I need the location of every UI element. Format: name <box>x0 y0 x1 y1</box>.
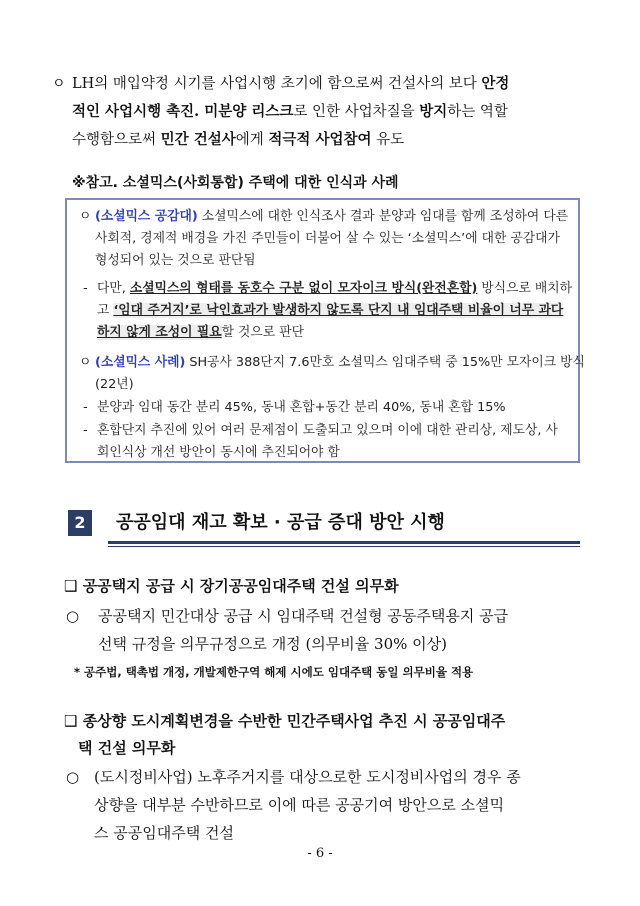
circle-bullet: ○ <box>66 768 80 786</box>
section-number-badge: 2 <box>68 510 92 536</box>
reference-box <box>65 198 585 463</box>
section-rule-thin <box>108 546 580 547</box>
bullet-marker: ㅇ <box>79 209 92 224</box>
checkbox-icon: ❑ <box>64 712 78 730</box>
intro-line-3: 수행함으로써 민간 건설사에게 적극적 사업참여 유도 <box>72 131 405 148</box>
section-title: 공공임대 재고 확보 · 공급 증대 방안 시행 <box>116 512 445 533</box>
intro-paragraph <box>52 70 592 154</box>
policy-block-urban-plan: ❑ 종상향 도시계획변경을 수반한 민간주택사업 추진 시 공공임대주 택 건설 의무화 ○ (도시정비사업) 노후주거지를 대상으로한 도시정비사업의 경우 종 상향을 대부분 수반하므로 이에 따른 공공기여 방안으로 소셜믹 스 공공임대주택 건설 <box>64 707 584 847</box>
page-number: - 6 - <box>307 846 333 861</box>
ref-item-case: ㅇ (소셜믹스 사례) SH공사 388단지 7.6만호 소셜믹스 임대주택 중 15%만 모자이크 방식 (22년) <box>77 352 572 396</box>
dash-marker: - <box>83 281 88 296</box>
policy-heading: ❑ 종상향 도시계획변경을 수반한 민간주택사업 추진 시 공공임대주 <box>64 712 506 730</box>
policy-block-public-land <box>64 575 584 680</box>
circle-bullet: ○ <box>66 607 80 625</box>
section-rule-thick <box>108 541 580 544</box>
ref-subitem-issues: - 혼합단지 추진에 있어 여러 문제점이 도출되고 있으며 이에 대한 관리상, 제도상, 사 회인식상 개선 방안이 동시에 추진되어야 함 <box>83 420 578 464</box>
policy-detail: ○ 공공택지 민간대상 공급 시 임대주택 건설형 공동주택용지 공급 선택 규정을 의무규정으로 개정 (의무비율 30% 이상) <box>64 602 584 658</box>
reference-note-title: ※참고. 소셜믹스(사회통합) 주택에 대한 인식과 사례 <box>72 175 399 191</box>
intro-line-1: LH의 매입약정 시기를 사업시행 초기에 함으로써 건설사의 보다 안정 <box>72 75 510 92</box>
ref-subitem-ratio: - 분양과 임대 동간 분리 45%, 동내 혼합+동간 분리 40%, 동내 혼합 15% <box>83 397 578 419</box>
dash-marker: - <box>83 423 88 438</box>
bullet-marker: ㅇ <box>79 355 92 370</box>
policy-detail: ○ (도시정비사업) 노후주거지를 대상으로한 도시정비사업의 경우 종 상향을 대부분 수반하므로 이에 따른 공공기여 방안으로 소셜믹 스 공공임대주택 건설 <box>64 763 584 847</box>
policy-heading: ❑ 공공택지 공급 시 장기공공임대주택 건설 의무화 <box>64 577 399 595</box>
dash-marker: - <box>83 400 88 415</box>
ref-item-consensus: ㅇ (소셜믹스 공감대) 소셜믹스에 대한 인식조사 결과 분양과 임대를 함께 조성하여 다른 사회적, 경제적 배경을 가진 주민들이 더불어 살 수 있는 ‘소셜믹스’에 대한 공감대가 형성되어 있는 것으로 판단됨 <box>77 206 572 272</box>
footnote: * 공주법, 택촉법 개정, 개발제한구역 해제 시에도 임대주택 동일 의무비율 적용 <box>74 665 474 679</box>
ref-subitem-mosaic: - 다만, 소셜믹스의 형태를 동호수 구분 없이 모자이크 방식(완전혼합) 방식으로 배치하 고 ‘임대 주거지’로 낙인효과가 발생하지 않도록 단지 내 임대주택 비율이 너무 과다 하지 않게 조성이 필요할 것으로 판단 <box>83 278 578 344</box>
intro-line-2: 적인 사업시행 촉진. 미분양 리스크로 인한 사업차질을 방지하는 역할 <box>72 103 508 120</box>
bullet-marker: ㅇ <box>52 76 66 92</box>
checkbox-icon: ❑ <box>64 577 78 595</box>
